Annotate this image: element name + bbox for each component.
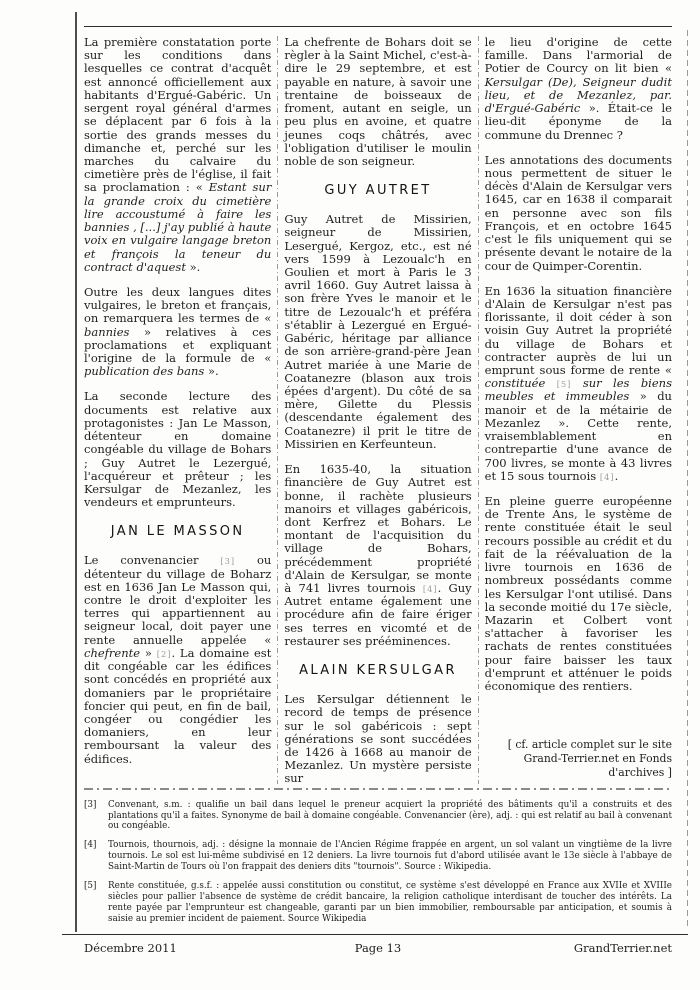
- text-segment: sur les biens meubles et immeubles: [484, 376, 672, 404]
- text-segment: Kersulgar (De), Seigneur dudit lieu, et de Mezanlez, par. d'Ergué-Gabéric: [484, 74, 672, 116]
- column-2: [284, 36, 471, 784]
- text-segment: le lieu d'origine de cette famille. Dans l'armorial de Potier de Courcy on lit bien «: [484, 36, 672, 76]
- paragraph: [84, 286, 271, 379]
- text-segment: Le convenancier: [84, 553, 221, 568]
- text-segment: » relatives à ces proclamations et expliquant l'origine de la formule de «: [84, 324, 272, 366]
- footnote-ref: [4]: [422, 584, 438, 595]
- footnote: [84, 840, 672, 873]
- footnote-text: Convenant, s.m. : qualifie un bail dans lequel le preneur acquiert la propriété des bâtiments qu'il a construits et des plantations qu'il a faites. Synonyme de bail à domaine congéable. Convenancier (ère), adj. : qui est relatif au bail à convenant ou congéable.: [108, 799, 672, 832]
- footnote-label: [5]: [84, 881, 97, 892]
- text-segment: constituée: [484, 376, 557, 391]
- column-3-blocks: [485, 36, 672, 705]
- footnote: [84, 800, 672, 833]
- text-segment: La première constatation porte sur les conditions dans lesquelles ce contrat d'acquêt est annoncé officiellement aux habitants d'Ergué-Gabéric. Un sergent royal général d'armes se déplacent par 6 fois à la sortie des grands messes du dimanche et, perché sur les marches du calvaire du cimetière près de l'église, il fait sa proclamation : «: [84, 36, 272, 195]
- footnote-label: [3]: [84, 799, 97, 810]
- text-segment: Les Kersulgar détiennent le record de temps de présence sur le sol gabéricois : sept générations se sont succédées de 1426 à 1668 au manoir de Mezanlez. Un mystère persiste sur: [284, 692, 472, 784]
- section-heading: JAN LE MASSON: [110, 524, 245, 540]
- footnote-ref: [2]: [156, 648, 172, 659]
- footnote-ref: [5]: [556, 379, 572, 390]
- text-segment: . La domaine est dit congéable car les édifices sont concédés en propriété aux domaniers par le propriétaire foncier qui peut, en fin de bail, congéer ou congédier les domaniers, en leur remboursant la valeur des édifices.: [84, 645, 272, 766]
- column-3: [485, 36, 672, 784]
- text-segment: ».: [185, 259, 201, 274]
- text-segment: La chefrente de Bohars doit se règler à la Saint Michel, c'est-à-dire le 29 septembre, et est payable en nature, à savoir une trentaine de boisseaux de froment, autant en seigle, un peu plus en avoine, et quatre jeunes coqs châtrés, avec l'obligation d'utiliser le moulin noble de son seigneur.: [284, 36, 472, 168]
- text-segment: ».: [204, 364, 219, 379]
- footer-date: Décembre 2011: [84, 941, 177, 955]
- page-footer: [84, 941, 672, 955]
- footnote-ref: [4]: [599, 471, 615, 482]
- text-segment: En 1636 la situation financière d'Alain de Kersulgar n'est pas florissante, il doit céder à son voisin Guy Autret la propriété du village de Bohars et contracter auprès de lui un emprunt sous forme de rente «: [484, 283, 672, 378]
- section-heading: GUY AUTRET: [324, 183, 432, 199]
- page-edge-line-right: [687, 30, 688, 930]
- footnote-text: Tournois, thournois, adj. : désigne la monnaie de l'Ancien Régime frappée en argent, un sol valant un vingtième de la livre tournois. Le sol est lui-même subdivisé en 12 deniers. La livre tournois fut d'abord utilisée avant le 13e siècle à l'abbaye de Saint-Martin de Tours où l'on frappait des deniers dits "tournois". Source : Wikipedia.: [108, 840, 672, 873]
- source-note: [ cf. article complet sur le site Grand-Terrier.net en Fonds d'archives ]: [507, 737, 672, 779]
- text-segment: ou détenteur du village de Boharz est en 1636 Jan Le Masson qui, contre le droit d'exploiter les terres qui appartiennent au seigneur local, doit payer une rente annuelle appelée «: [84, 553, 272, 647]
- text-segment: publication des bans: [84, 364, 205, 379]
- footnote: [84, 881, 672, 925]
- footer-rule: [62, 934, 688, 935]
- footnote-label: [4]: [84, 840, 97, 851]
- page-content: [84, 26, 672, 933]
- text-segment: . Guy Autret entame également une procédure afin de faire ériger ses terres en vicomté et de restaurer ses prééminences.: [284, 581, 472, 648]
- text-segment: ». Était-ce le lieu-dit éponyme de la commune du Drennec ?: [484, 101, 672, 142]
- paragraph: [485, 154, 672, 273]
- paragraph: [485, 36, 672, 142]
- text-segment: Guy Autret de Missirien, seigneur de Missirien, Lesergué, Kergoz, etc., est né vers 1599 à Lezoualc'h en Goulien et mort à Paris le 3 avril 1660. Guy Autret laissa à son frère Yves le manoir et le titre de Lezoualc'h et préféra s'établir à Lezergué en Ergué-Gabéric, héritage par alliance de son arrière-grand-père Jean Autret mariée à une Marie de Coatanezre (blason aux trois épées d'argent). Du côté de sa mère, Gilette du Plessis (descendante également des Coatanezre) il prit le titre de Missirien en Kerfeunteun.: [284, 212, 472, 451]
- footer-site: GrandTerrier.net: [573, 941, 672, 955]
- text-segment: En 1635-40, la situation financière de Guy Autret est bonne, il rachète plusieurs manoirs et villages gabéricois, dont Kerfrez et Bohars. Le montant de l'acquisition du village de Bohars, précédemment propriété d'Alain de Kersulgar, se monte à 741 livres tournois: [284, 462, 472, 596]
- text-segment: bannies: [84, 324, 130, 339]
- text-segment: Estant sur la grande croix du cimetière lire accoustumé à faire les bannies , [...] j'ay publié à haute voix en vulgaire langage breton et françois la teneur du contract d'aquest: [84, 180, 272, 274]
- paragraph: [284, 693, 471, 784]
- paragraph: [485, 285, 672, 483]
- text-segment: chefrente: [84, 645, 141, 660]
- text-segment: Les annotations des documents nous permettent de situer le décès d'Alain de Kersulgar vers 1645, car en 1638 il comparait en personne avec son fils François, et en octobre 1645 c'est le fils uniquement qui se présente devant le notaire de la cour de Quimper-Corentin.: [484, 152, 672, 273]
- column-separator-2: [478, 36, 479, 784]
- text-segment: .: [614, 468, 619, 483]
- paragraph: [284, 36, 471, 168]
- text-segment: »: [140, 645, 157, 660]
- paragraph: [84, 36, 271, 274]
- paragraph: [284, 213, 471, 451]
- paragraph: [84, 554, 271, 766]
- text-segment: La seconde lecture des documents est relative aux protagonistes : Jan Le Masson, détenteur en domaine congéable du village de Bohars ; Guy Autret le Lezergué, l'acquéreur et prêteur ; les Kersulgar de Mezanlez, les vendeurs et emprunteurs.: [84, 389, 272, 510]
- top-rule: [84, 26, 672, 27]
- column-1: [84, 36, 271, 784]
- article-columns: [84, 36, 672, 784]
- text-segment: » du manoir et de la métairie de Mezanlez ». Cette rente, vraisemblablement en contrepartie d'une avance de 700 livres, se monte à 43 livres et 15 sous tournois: [484, 389, 672, 483]
- text-segment: Outre les deux langues dites vulgaires, le breton et français, on remarquera les termes de «: [84, 284, 272, 326]
- column-separator-1: [277, 36, 278, 784]
- footnote-separator: [84, 788, 672, 790]
- paragraph: [485, 495, 672, 693]
- text-segment: En pleine guerre européenne de Trente Ans, le système de rente constituée était le seul recours possible au crédit et du fait de la réévaluation de la livre tournois en 1636 de nombreux possédants comme les Kersulgar l'ont utilisé. Dans la seconde moitié du 17e siècle, Mazarin et Colbert vont s'attacher à favoriser les rachats de rentes constituées pour faire baisser les taux d'emprunt et atténuer le poids économique des rentiers.: [484, 494, 672, 694]
- footnotes: [84, 800, 672, 925]
- paragraph: [284, 463, 471, 648]
- footnote-text: Rente constituée, g.s.f. : appelée aussi constitution ou constitut, ce système s'est développé en France aux XVIIe et XVIIIe siècles pour pallier l'absence de système de crédit bancaire, la religion catholique interdisant de toucher des intérêts. La rente payée par l'emprunteur est changeable, garanti par un bien immobilier, remboursable par anticipation, et soumis à saisie au premier incident de paiement. Source Wikipedia: [108, 881, 672, 924]
- paragraph: [84, 390, 271, 509]
- footnote-ref: [3]: [220, 556, 236, 567]
- section-heading: ALAIN KERSULGAR: [299, 663, 457, 679]
- footer-page-number: Page 13: [354, 941, 402, 955]
- page-edge-line-left: [75, 12, 77, 932]
